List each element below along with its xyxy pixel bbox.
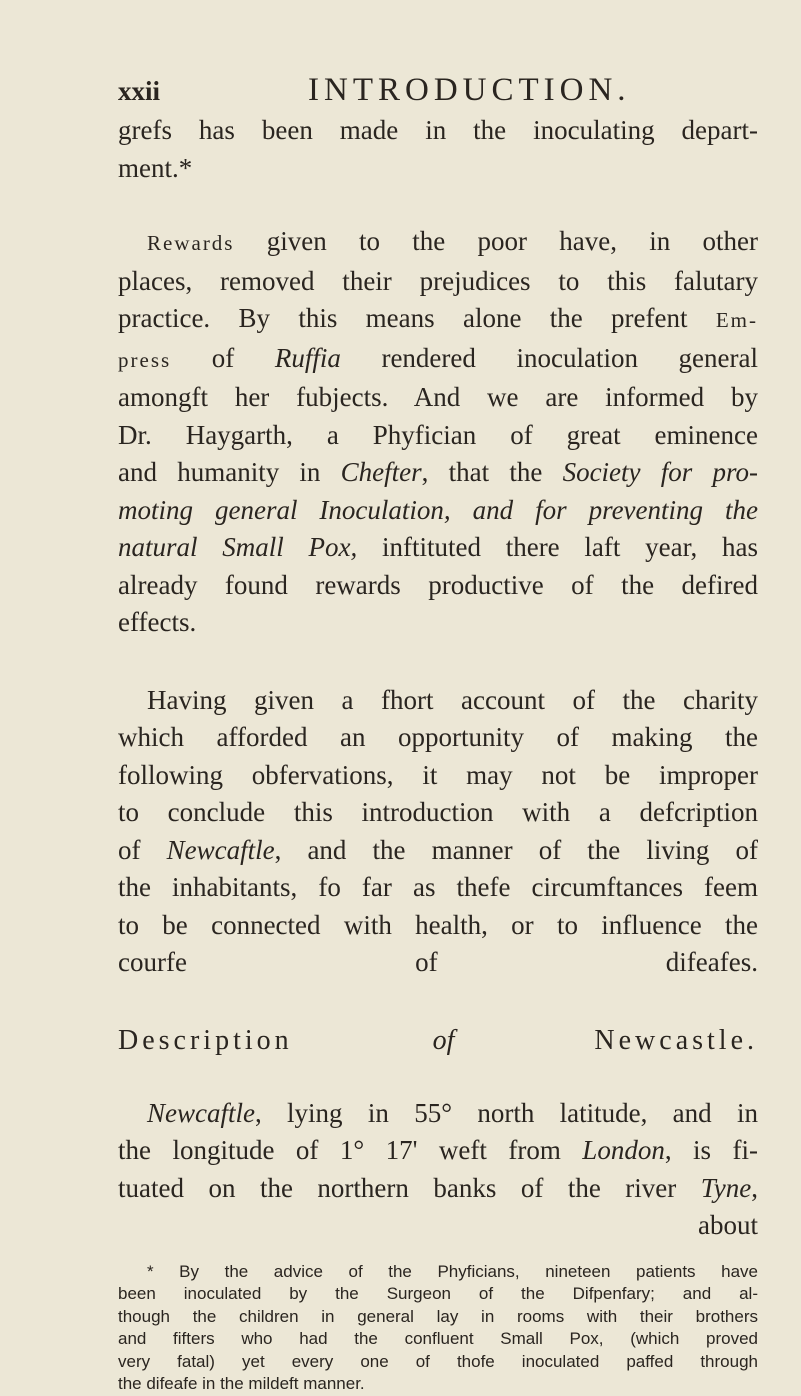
text-line: Dr. Haygarth, a Phyfician of great eminence (118, 419, 758, 450)
paragraph-1 (118, 112, 758, 187)
footnote-line: been inoculated by the Surgeon of the Difpenfary; and al- (118, 1284, 758, 1303)
text-line: to conclude this introduction with a defcription (118, 797, 758, 827)
section-heading (118, 1022, 758, 1059)
footnote (118, 1261, 758, 1396)
text-line: ment.* (118, 152, 193, 183)
text-line: practice. By this means alone the prefent (118, 303, 716, 333)
text-line: the longitude of 1° 17' weft from (118, 1135, 583, 1165)
footnote-line: though the children in general lay in rooms with their brothers (118, 1306, 758, 1326)
text-line: places, removed their prejudices to this falutary (118, 265, 758, 296)
heading-word: Description (118, 1024, 293, 1056)
text-line: the inhabitants, fo far as thefe circumftances feem (118, 872, 758, 902)
italic-phrase: London (582, 1135, 665, 1165)
paragraph-2 (118, 223, 758, 642)
italic-phrase: Newcaftle (166, 834, 275, 865)
text-line: rendered inoculation general (340, 342, 758, 373)
small-caps-word: Em- (715, 308, 758, 332)
italic-phrase: Chefter (340, 457, 422, 487)
italic-phrase: Society for pro- (562, 457, 758, 487)
text-line: , lying in 55° north latitude, and in (254, 1097, 758, 1128)
footnote-line: * By the advice of the Phyficians, nineteen patients have (147, 1261, 758, 1281)
page-header (118, 72, 758, 112)
text-line: inftituted there laft year, has (357, 532, 758, 562)
text-line: , that the (421, 457, 563, 487)
small-caps-word: press (118, 347, 172, 372)
paragraph-4 (118, 1095, 758, 1208)
italic-phrase: Newcaftle (147, 1097, 255, 1128)
text-line: following obfervations, it may not be improper (118, 759, 758, 790)
footnote-line: the difeafe in the mildeft manner. (118, 1374, 365, 1393)
text-line: Having given a fhort account of the charity (147, 684, 758, 715)
footnote-line: very fatal) yet every one of thofe inoculated paffed through (118, 1351, 758, 1371)
italic-phrase: Tyne (700, 1172, 752, 1203)
text-line: of (171, 342, 275, 373)
italic-phrase: Ruffia (274, 342, 341, 373)
page-number: xxii (118, 76, 161, 106)
running-title: INTRODUCTION. (308, 72, 631, 108)
text-line: effects. (118, 607, 197, 637)
text-line: given to the poor have, in other (234, 226, 758, 256)
text-line: amongft her fubjects. And we are informed by (118, 382, 758, 412)
text-line: to be connected with health, or to influence the (118, 909, 758, 940)
text-line: grefs has been made in the inoculating depart- (118, 115, 758, 145)
small-caps-word: Rewards (147, 231, 235, 255)
italic-phrase: natural Small Pox, (118, 532, 358, 562)
footnote-line: and fifters who had the confluent Small Pox, (which proved (118, 1329, 758, 1348)
text-line: tuated on the northern banks of the river (118, 1172, 701, 1203)
catchword: about (698, 1210, 758, 1240)
text-line: already found rewards productive of the defired (118, 569, 758, 600)
heading-of: of (432, 1024, 455, 1056)
text-line: of (118, 834, 167, 865)
text-line: and humanity in (118, 457, 341, 487)
italic-phrase: moting general Inoculation, and for preventing the (118, 494, 758, 525)
text-line: , and the manner of the living of (274, 834, 758, 865)
heading-word: Newcastle. (594, 1024, 758, 1056)
text-line: , is fi- (664, 1135, 758, 1165)
paragraph-3 (118, 682, 758, 982)
text-line: which afforded an opportunity of making the (118, 722, 758, 752)
text-line: , (751, 1172, 758, 1203)
text-line: courfe of difeafes. (118, 947, 758, 977)
body-text (118, 112, 758, 1396)
